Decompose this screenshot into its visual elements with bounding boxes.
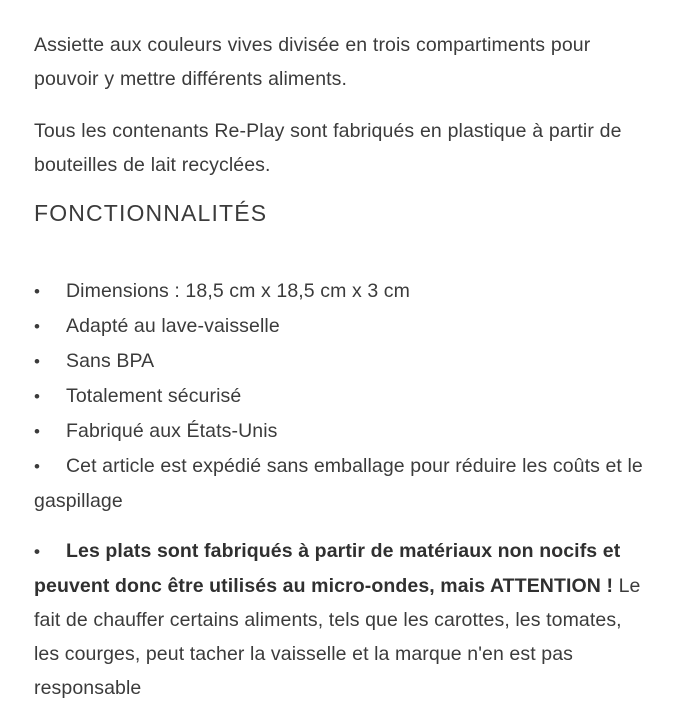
list-item-label: Sans BPA: [66, 350, 155, 372]
list-item-label: Adapté au lave-vaisselle: [66, 315, 280, 337]
list-item: [34, 379, 646, 414]
list-item-label: Cet article est expédié sans emballage pour réduire les coûts et le gaspillage: [34, 455, 643, 512]
list-item-label: Totalement sécurisé: [66, 385, 242, 407]
bullet-icon: [34, 309, 66, 344]
list-item: [34, 449, 646, 518]
intro-paragraph-1: Assiette aux couleurs vives divisée en trois compartiments pour pouvoir y mettre différents aliments.: [34, 34, 591, 90]
intro-paragraph-2: Tous les contenants Re-Play sont fabriqués en plastique à partir de bouteilles de lait recyclées.: [34, 120, 622, 176]
bullet-icon: [34, 534, 66, 569]
features-list: [34, 274, 646, 705]
warning-emphasis-text: Les plats sont fabriqués à partir de matériaux non nocifs et peuvent donc être utilisés au micro-ondes, mais ATTENTION !: [34, 540, 621, 597]
bullet-icon: [34, 449, 66, 484]
bullet-icon: [34, 379, 66, 414]
bullet-icon: [34, 344, 66, 379]
description-content: [34, 28, 646, 705]
list-item-label: Dimensions : 18,5 cm x 18,5 cm x 3 cm: [66, 280, 410, 302]
list-item: [34, 274, 646, 309]
list-item-warning: [34, 534, 646, 705]
list-item-label: Fabriqué aux États-Unis: [66, 420, 278, 442]
bullet-icon: [34, 274, 66, 309]
features-section-heading: FONCTIONNALITÉS: [34, 200, 268, 226]
list-item: [34, 344, 646, 379]
warning-detail-text: Le fait de chauffer certains aliments, tels que les carottes, les tomates, les courges, peut tacher la vaisselle et la marque n'en est pas responsable: [34, 575, 641, 699]
list-item: [34, 309, 646, 344]
bullet-icon: [34, 414, 66, 449]
list-item: [34, 414, 646, 449]
